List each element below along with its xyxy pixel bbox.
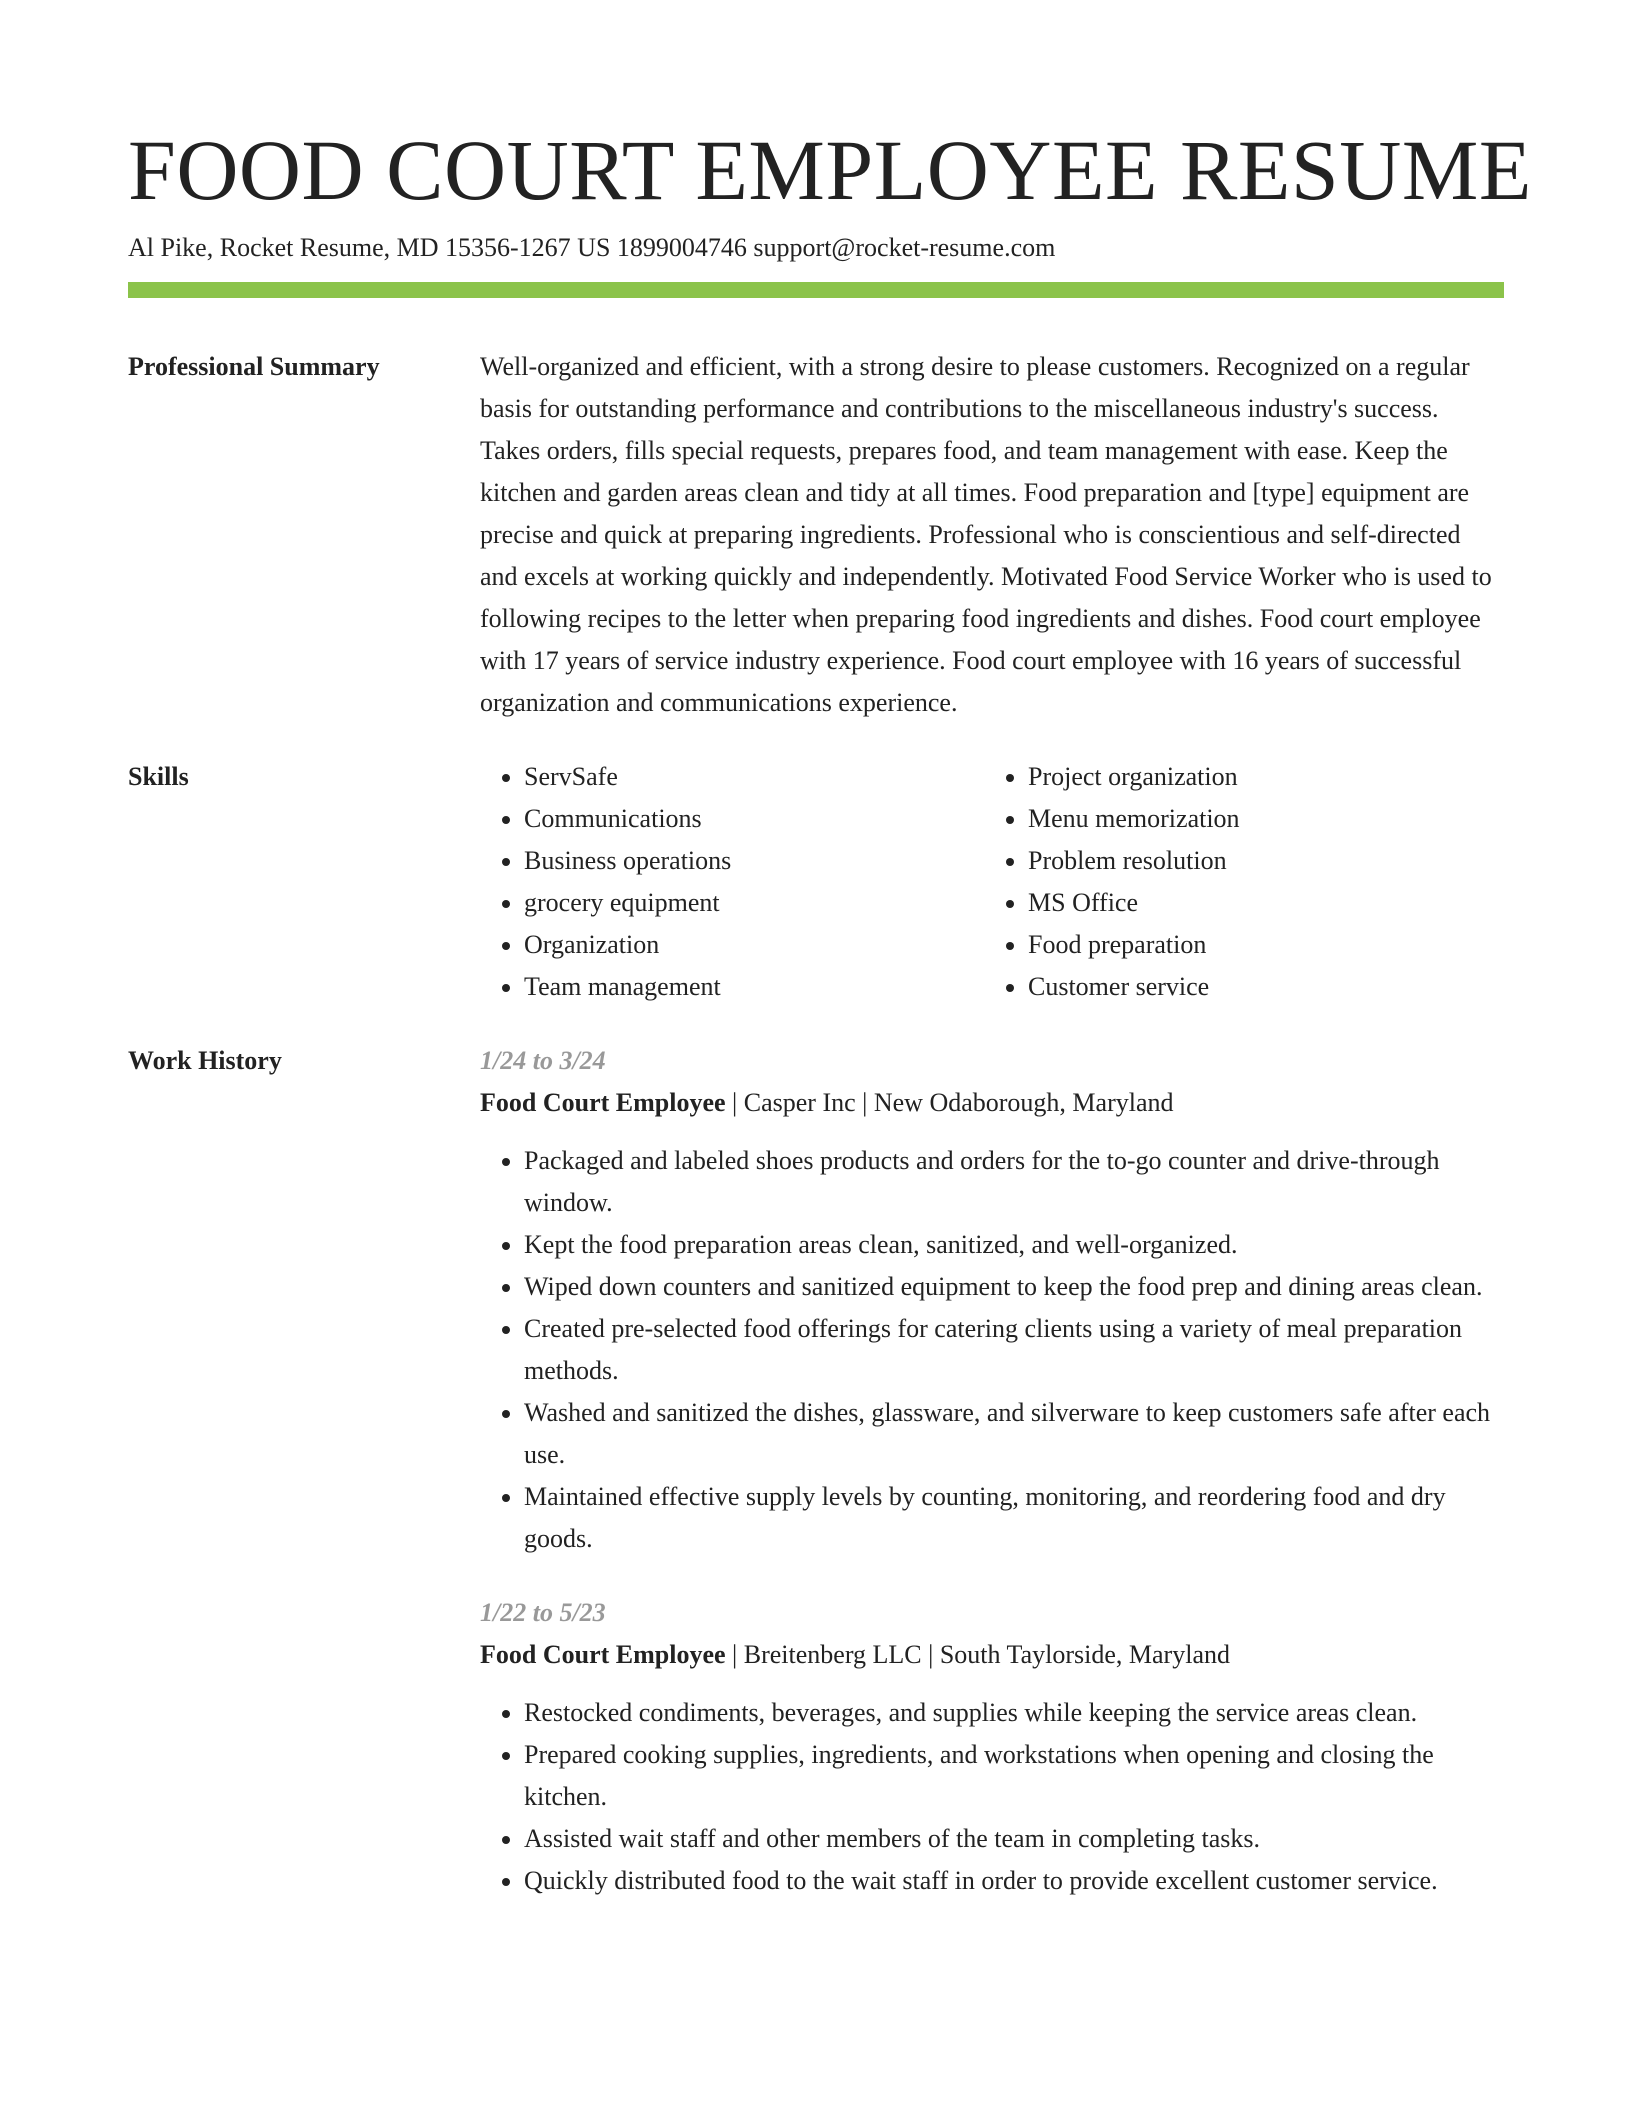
- job-duty: • Maintained effective supply levels by counting, monitoring, and reordering food and dry goods.: [524, 1476, 1504, 1560]
- job-duty: • Created pre-selected food offerings for catering clients using a variety of meal preparation methods.: [524, 1308, 1504, 1392]
- skill-item: • ServSafe: [524, 756, 984, 798]
- job-title: Food Court Employee: [480, 1640, 726, 1669]
- job-duty: • Restocked condiments, beverages, and supplies while keeping the service areas clean.: [524, 1692, 1504, 1734]
- work-history-section: [128, 1040, 1504, 1902]
- job-employer-location: | Casper Inc | New Odaborough, Maryland: [725, 1088, 1174, 1117]
- skill-item: • MS Office: [1028, 882, 1488, 924]
- job-heading: [480, 1634, 1504, 1676]
- skills-list-left: [480, 756, 984, 1008]
- contact-line: Al Pike, Rocket Resume, MD 15356-1267 US 1899004746 support@rocket-resume.com: [128, 233, 1056, 262]
- job-duty: • Quickly distributed food to the wait staff in order to provide excellent customer service.: [524, 1860, 1504, 1902]
- job-duty: • Assisted wait staff and other members of the team in completing tasks.: [524, 1818, 1504, 1860]
- summary-text: Well-organized and efficient, with a strong desire to please customers. Recognized on a regular basis for outstanding performance and contributions to the miscellaneous industry's success. Takes orders, fills special requests, prepares food, and team management with ease. Keep the kitchen and garden areas clean and tidy at all times. Food preparation and [type] equipment are precise and quick at preparing ingredients. Professional who is conscientious and self-directed and excels at working quickly and independently. Motivated Food Service Worker who is used to following recipes to the letter when preparing food ingredients and dishes. Food court employee with 17 years of service industry experience. Food court employee with 16 years of successful organization and communications experience.: [480, 352, 1492, 717]
- job-duty: • Prepared cooking supplies, ingredients, and workstations when opening and closing the kitchen.: [524, 1734, 1504, 1818]
- skill-item: • Customer service: [1028, 966, 1488, 1008]
- job-duty: • Packaged and labeled shoes products and orders for the to-go counter and drive-through window.: [524, 1140, 1504, 1224]
- section-label-summary: Professional Summary: [128, 352, 380, 381]
- skill-item: • Organization: [524, 924, 984, 966]
- skill-item: • Menu memorization: [1028, 798, 1488, 840]
- skill-item: • grocery equipment: [524, 882, 984, 924]
- skills-section: [128, 756, 1504, 1008]
- job-duty: • Kept the food preparation areas clean, sanitized, and well-organized.: [524, 1224, 1504, 1266]
- resume-page: [128, 118, 1532, 1902]
- section-label-work-history: Work History: [128, 1046, 282, 1075]
- accent-divider: [128, 282, 1504, 298]
- skills-list-right: [984, 756, 1488, 1008]
- job-dates: 1/22 to 5/23: [480, 1598, 606, 1627]
- job-entry: [480, 1040, 1504, 1560]
- job-duty: • Washed and sanitized the dishes, glassware, and silverware to keep customers safe after each use.: [524, 1392, 1504, 1476]
- job-duty: • Wiped down counters and sanitized equipment to keep the food prep and dining areas clean.: [524, 1266, 1504, 1308]
- section-label-skills: Skills: [128, 762, 189, 791]
- professional-summary-section: [128, 346, 1504, 724]
- job-heading: [480, 1082, 1504, 1124]
- job-dates: 1/24 to 3/24: [480, 1046, 606, 1075]
- job-employer-location: | Breitenberg LLC | South Taylorside, Maryland: [725, 1640, 1230, 1669]
- job-title: Food Court Employee: [480, 1088, 726, 1117]
- skill-item: • Team management: [524, 966, 984, 1008]
- resume-title: FOOD COURT EMPLOYEE RESUME: [128, 122, 1532, 218]
- job-duties-list: [480, 1140, 1504, 1560]
- skill-item: • Food preparation: [1028, 924, 1488, 966]
- skill-item: • Business operations: [524, 840, 984, 882]
- skill-item: • Project organization: [1028, 756, 1488, 798]
- skill-item: • Problem resolution: [1028, 840, 1488, 882]
- skills-body: [480, 756, 1504, 1008]
- job-duties-list: [480, 1692, 1504, 1902]
- skill-item: • Communications: [524, 798, 984, 840]
- work-history-body: [480, 1040, 1504, 1902]
- job-entry: [480, 1592, 1504, 1902]
- skills-columns: [480, 756, 1504, 1008]
